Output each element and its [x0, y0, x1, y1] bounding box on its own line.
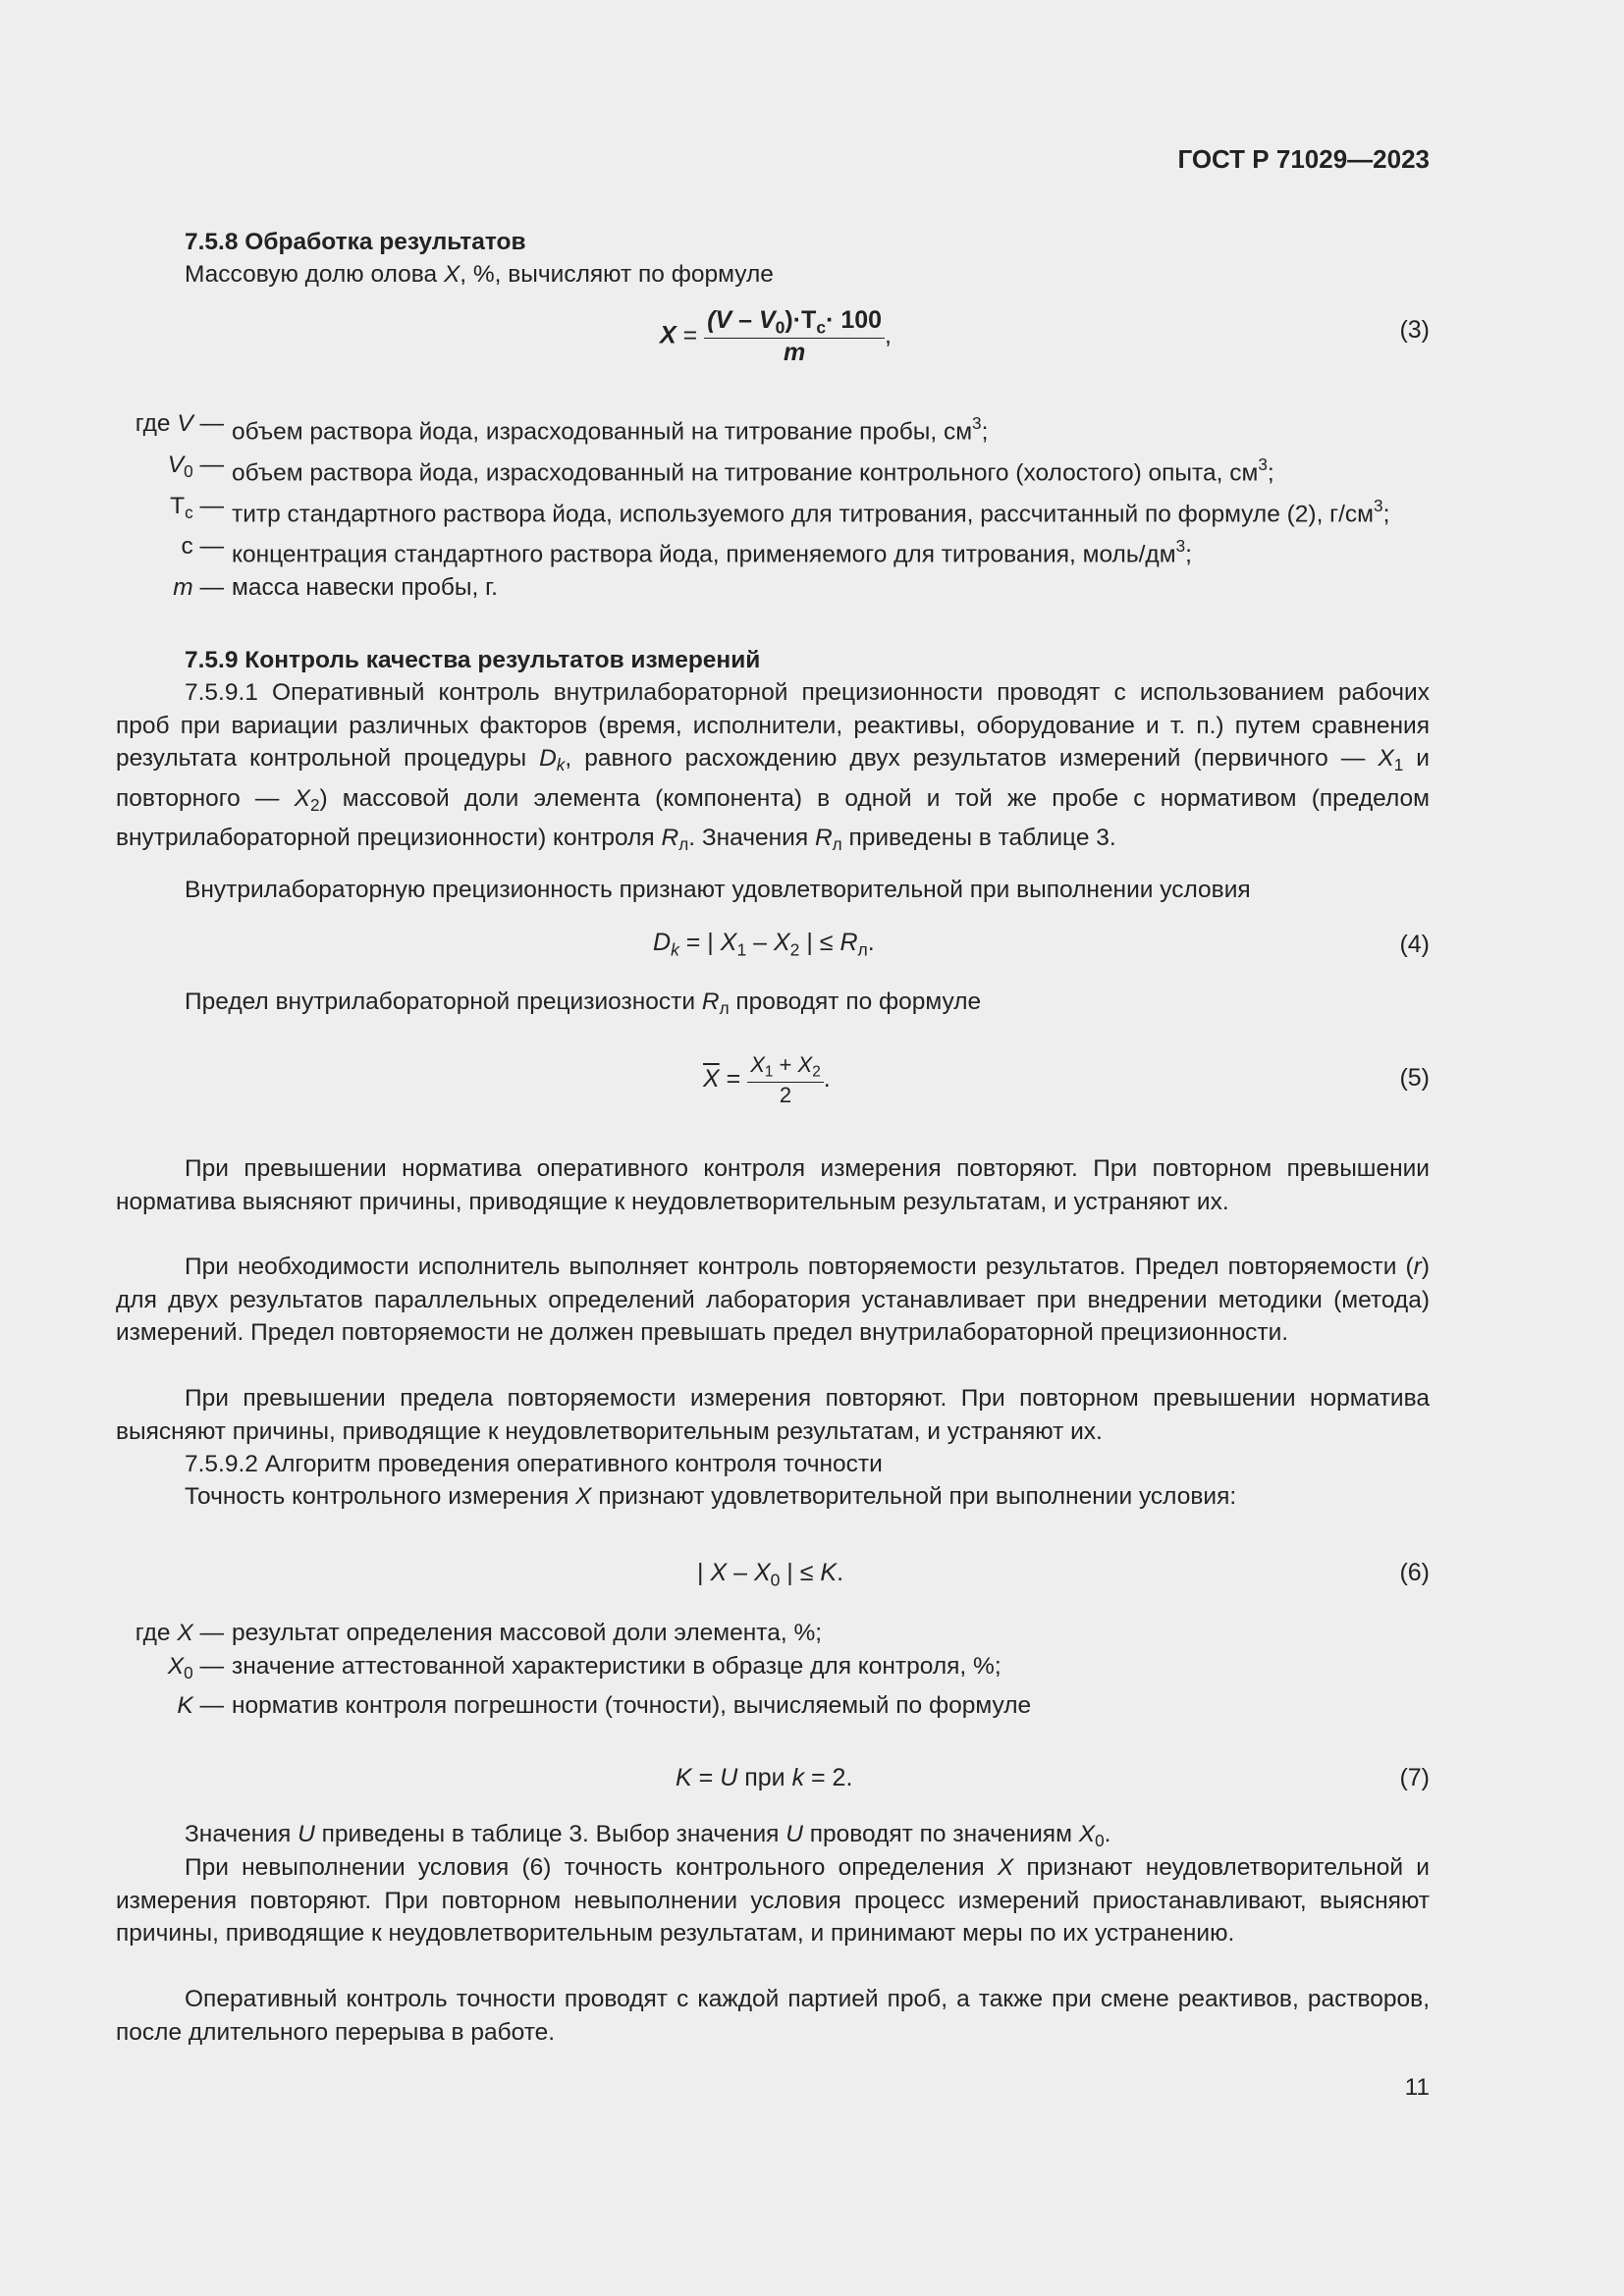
definitions-759: [116, 1617, 1432, 1723]
formula-4: $D_k$ = | $X_1 - X_2$ | ≤ $R_л$.: [653, 929, 875, 960]
formula-6: | X – $X_0$ | ≤ K.: [697, 1559, 844, 1590]
paragraph-repeatability: При необходимости исполнитель выполняет контроль повторяемости результатов. Предел повторяемости (r) для двух результатов параллельных определений лаборатория устанавливает при внедрении методики (метода) измерений. Предел повторяемости не должен превышать предел внутрилабораторной прецизионности.: [116, 1254, 1430, 1346]
definition-row: $X_0$ — значение аттестованной характеристики в образце для контроля, %;: [167, 1652, 1001, 1682]
paragraph-u-values: Значения U приведены в таблице 3. Выбор значения U проводят по значениям $X_0$.: [185, 1821, 1111, 1851]
definitions-758: [116, 407, 1432, 605]
paragraph-failure: При невыполнении условия (6) точность контрольного определения X признают неудовлетворительной и измерения повторяют. При повторном невыполнении условия процесс измерений приостанавливают, выясняют причины, приводящие к неудовлетворительным результатам, и принимают меры по их устранению.: [116, 1854, 1430, 1947]
equation-number-5: (5): [1399, 1064, 1430, 1092]
equation-number-6: (6): [1399, 1559, 1430, 1586]
paragraph-exceed-norm: При превышении норматива оперативного контроля измерения повторяют. При повторном превышении норматива выясняют причины, приводящие к неудовлетворительным результатам, и устраняют их.: [116, 1155, 1430, 1215]
formula-3: X = $\frac{(V - V_0)\cdot Т_с\cdot 100}{m}$ ,: [660, 306, 892, 367]
section-759-title: 7.5.9 Контроль качества результатов измерений: [185, 647, 761, 673]
definition-row: $Т_с$ — титр стандартного раствора йода, используемого для титрования, рассчитанный по формуле (2), $г/см^3$;: [170, 492, 1390, 527]
section-758-intro: Массовую долю олова X, %, вычисляют по формуле: [185, 261, 774, 288]
formula-7: K = U при k = 2.: [676, 1764, 853, 1791]
equation-number-4: (4): [1399, 931, 1430, 958]
definition-row: K — норматив контроля погрешности (точности), вычисляемый по формуле: [177, 1692, 1032, 1720]
definition-row: $V_0$ — объем раствора йода, израсходованный на титрование контрольного (холостого) опыта, $см^3$;: [167, 451, 1274, 487]
standard-number: ГОСТ Р 71029—2023: [1177, 144, 1430, 174]
paragraph-precision-condition: Внутрилабораторную прецизионность признают удовлетворительной при выполнении условия: [185, 877, 1251, 903]
page-number: 11: [1404, 2074, 1430, 2101]
definition-row: m — масса навески пробы, г.: [173, 574, 498, 602]
equation-number-3: (3): [1399, 316, 1430, 344]
paragraph-frequency: Оперативный контроль точности проводят с каждой партией проб, а также при смене реактивов, растворов, после длительного перерыва в работе.: [116, 1986, 1430, 2046]
formula-5: $\overline{X}$ = $\frac{X_1 + X_2}{2}$ .: [703, 1052, 831, 1107]
paragraph-7592: 7.5.9.2 Алгоритм проведения оперативного контроля точности: [185, 1451, 883, 1477]
equation-number-7: (7): [1399, 1764, 1430, 1791]
paragraph-7591: 7.5.9.1 Оперативный контроль внутрилабораторной прецизионности проводят с использованием рабочих проб при вариации различных факторов (время, исполнители, реактивы, оборудование и т. п.) путем сравнения результата контрольной процедуры $D_k$, равного расхождению двух результатов измерений (первичного — $X_1$ и повторного — $X_2$) массовой доли элемента (компонента) в одной и той же пробе с нормативом (пределом внутрилабораторной прецизионности) контроля $R_л$. Значения $R_л$ приведены в таблице 3.: [116, 679, 1430, 855]
definition-row: с — концентрация стандартного раствора йода, применяемого для титрования, моль/$дм^3$;: [181, 533, 1192, 568]
definition-row: где X — результат определения массовой доли элемента, %;: [135, 1620, 823, 1646]
paragraph-accuracy-condition: Точность контрольного измерения X признают удовлетворительной при выполнении условия:: [185, 1483, 1237, 1510]
definition-row: где V — объем раствора йода, израсходованный на титрование пробы, $см^3$;: [135, 410, 989, 446]
paragraph-limit-formula: Предел внутрилабораторной прецизиозности $R_л$ проводят по формуле: [185, 988, 982, 1019]
paragraph-exceed-repeatability: При превышении предела повторяемости измерения повторяют. При повторном превышении норматива выясняют причины, приводящие к неудовлетворительным результатам, и устраняют их.: [116, 1385, 1430, 1445]
section-758-title: 7.5.8 Обработка результатов: [185, 229, 526, 255]
